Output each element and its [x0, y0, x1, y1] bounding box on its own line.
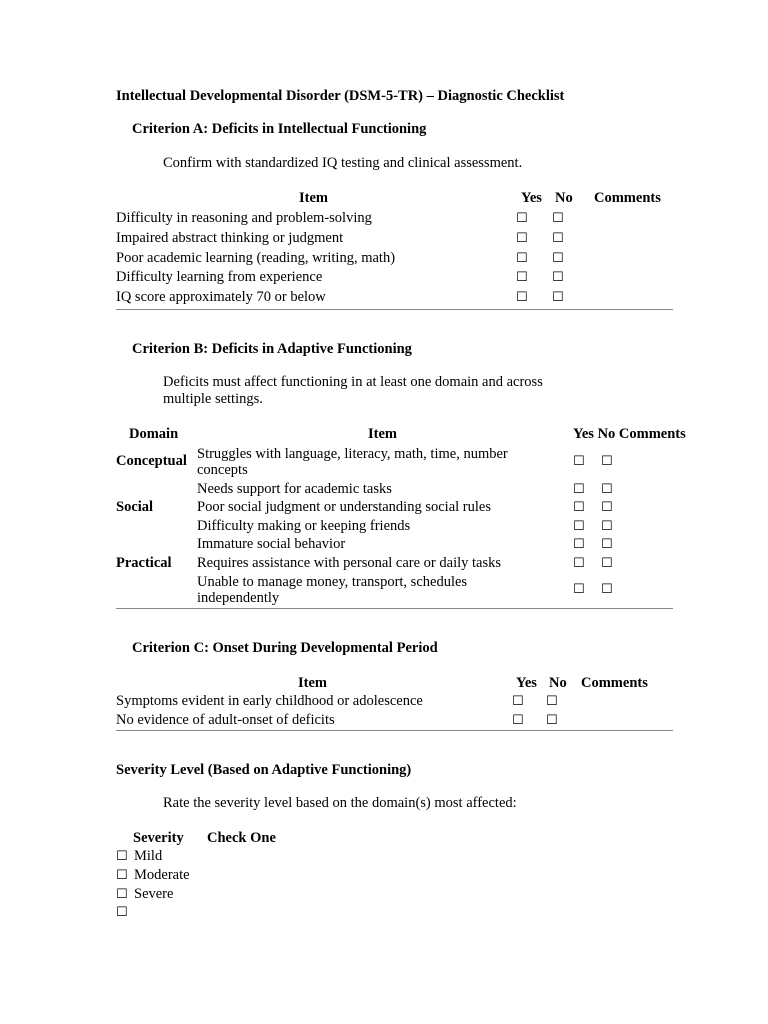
- table-row-label: Struggles with language, literacy, math, time, number: [197, 446, 508, 462]
- column-header-yes: Yes: [521, 190, 542, 206]
- no-checkbox[interactable]: ☐: [601, 500, 613, 515]
- no-checkbox[interactable]: ☐: [552, 251, 564, 266]
- severity-option-mild: Mild: [134, 848, 163, 864]
- no-checkbox[interactable]: ☐: [601, 582, 613, 597]
- column-header-item: Item: [368, 426, 397, 442]
- table-row-label: Immature social behavior: [197, 536, 346, 552]
- no-checkbox[interactable]: ☐: [601, 519, 613, 534]
- column-header-domain: Domain: [129, 426, 179, 442]
- yes-checkbox[interactable]: ☐: [573, 582, 585, 597]
- severity-note: Rate the severity level based on the domain(s) most affected:: [163, 795, 517, 811]
- no-checkbox[interactable]: ☐: [601, 454, 613, 469]
- column-header-severity: Severity: [133, 830, 184, 846]
- no-checkbox[interactable]: ☐: [546, 694, 558, 709]
- yes-checkbox[interactable]: ☐: [516, 231, 528, 246]
- table-row-label: Poor academic learning (reading, writing, math): [116, 250, 396, 266]
- table-row-label: Needs support for academic tasks: [197, 481, 392, 497]
- domain-conceptual: Conceptual: [116, 453, 187, 469]
- severity-option-moderate: Moderate: [134, 867, 190, 883]
- table-row-label: Difficulty learning from experience: [116, 269, 323, 285]
- severity-option-severe: Severe: [134, 886, 174, 902]
- yes-checkbox[interactable]: ☐: [516, 251, 528, 266]
- table-row-label: Difficulty in reasoning and problem-solving: [116, 210, 372, 226]
- no-checkbox[interactable]: ☐: [546, 713, 558, 728]
- table-row-label: IQ score approximately 70 or below: [116, 289, 326, 305]
- criterion-b-heading: Criterion B: Deficits in Adaptive Functioning: [132, 341, 412, 357]
- severity-checkbox[interactable]: ☐: [116, 887, 128, 902]
- severity-checkbox[interactable]: ☐: [116, 849, 128, 864]
- severity-heading: Severity Level (Based on Adaptive Functioning): [116, 762, 412, 778]
- yes-checkbox[interactable]: ☐: [516, 211, 528, 226]
- severity-checkbox[interactable]: ☐: [116, 905, 128, 920]
- column-header-no: No: [555, 190, 573, 206]
- domain-social: Social: [116, 499, 154, 515]
- criterion-b-note-line2: multiple settings.: [163, 391, 263, 407]
- domain-practical: Practical: [116, 555, 172, 571]
- column-header-yes-no-comments: Yes No Comments: [573, 426, 686, 442]
- column-header-yes: Yes: [516, 675, 537, 691]
- table-row-label: Symptoms evident in early childhood or adolescence: [116, 693, 423, 709]
- no-checkbox[interactable]: ☐: [552, 231, 564, 246]
- no-checkbox[interactable]: ☐: [601, 482, 613, 497]
- no-checkbox[interactable]: ☐: [552, 270, 564, 285]
- table-row-label-cont: concepts: [197, 462, 248, 478]
- column-header-check-one: Check One: [207, 830, 276, 846]
- severity-checkbox[interactable]: ☐: [116, 868, 128, 883]
- table-row-label: Requires assistance with personal care or daily tasks: [197, 555, 502, 571]
- no-checkbox[interactable]: ☐: [552, 290, 564, 305]
- column-header-no: No: [549, 675, 567, 691]
- table-bottom-rule: [116, 730, 673, 731]
- yes-checkbox[interactable]: ☐: [512, 713, 524, 728]
- yes-checkbox[interactable]: ☐: [516, 270, 528, 285]
- document-title: Intellectual Developmental Disorder (DSM-5-TR) – Diagnostic Checklist: [116, 88, 565, 104]
- table-row-label: Unable to manage money, transport, schedules: [197, 574, 468, 590]
- yes-checkbox[interactable]: ☐: [573, 556, 585, 571]
- column-header-item: Item: [298, 675, 327, 691]
- yes-checkbox[interactable]: ☐: [573, 500, 585, 515]
- yes-checkbox[interactable]: ☐: [516, 290, 528, 305]
- yes-checkbox[interactable]: ☐: [573, 519, 585, 534]
- table-row-label-cont: independently: [197, 590, 280, 606]
- yes-checkbox[interactable]: ☐: [573, 482, 585, 497]
- table-row-label: No evidence of adult-onset of deficits: [116, 712, 335, 728]
- criterion-a-heading: Criterion A: Deficits in Intellectual Functioning: [132, 121, 427, 137]
- criterion-b-note-line1: Deficits must affect functioning in at least one domain and across: [163, 374, 543, 390]
- column-header-comments: Comments: [594, 190, 661, 206]
- table-row-label: Impaired abstract thinking or judgment: [116, 230, 344, 246]
- no-checkbox[interactable]: ☐: [601, 537, 613, 552]
- no-checkbox[interactable]: ☐: [601, 556, 613, 571]
- table-row-label: Difficulty making or keeping friends: [197, 518, 411, 534]
- criterion-c-heading: Criterion C: Onset During Developmental Period: [132, 640, 438, 656]
- column-header-item: Item: [299, 190, 328, 206]
- table-bottom-rule: [116, 608, 673, 609]
- column-header-comments: Comments: [581, 675, 648, 691]
- no-checkbox[interactable]: ☐: [552, 211, 564, 226]
- table-row-label: Poor social judgment or understanding social rules: [197, 499, 491, 515]
- yes-checkbox[interactable]: ☐: [573, 537, 585, 552]
- table-bottom-rule: [116, 309, 673, 310]
- yes-checkbox[interactable]: ☐: [573, 454, 585, 469]
- criterion-a-note: Confirm with standardized IQ testing and clinical assessment.: [163, 155, 523, 171]
- yes-checkbox[interactable]: ☐: [512, 694, 524, 709]
